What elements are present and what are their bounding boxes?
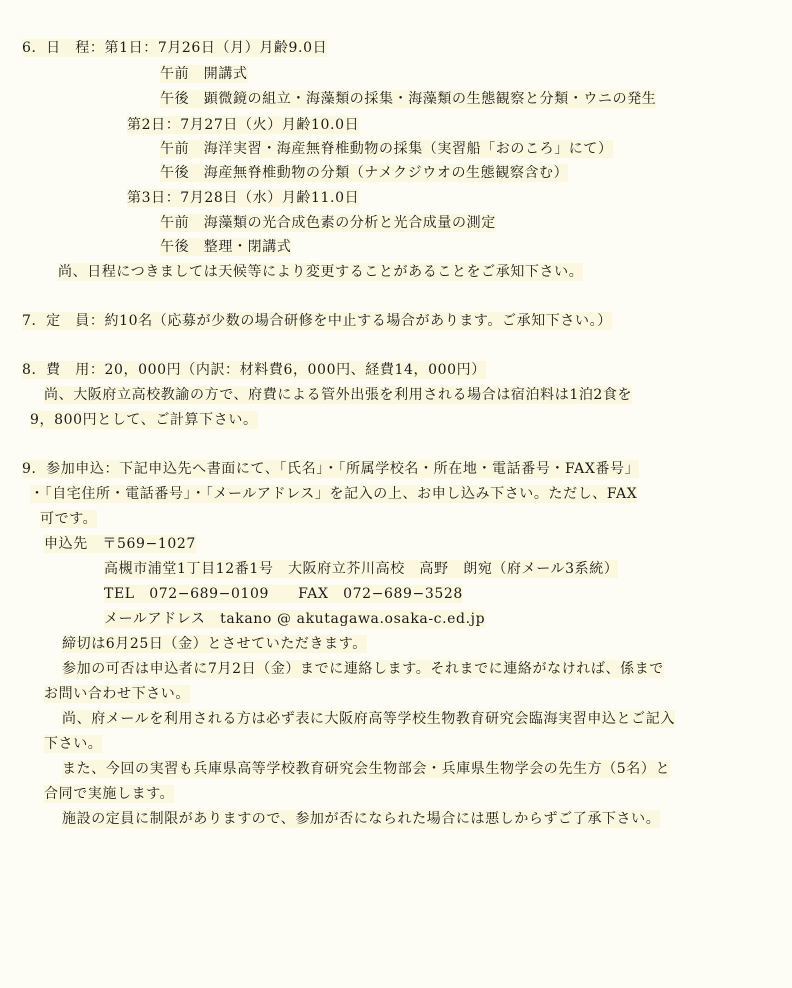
cost-line: 8．費 用：20，000円（内訳：材料費6，000円、経費14，000円） — [22, 362, 486, 378]
result-note-2: お問い合わせ下さい。 — [44, 686, 190, 702]
day2-morning: 午前 海洋実習・海産無脊椎動物の採集（実習船「おのころ」にて） — [160, 141, 613, 157]
cost-note-1: 尚、大阪府立高校教諭の方で、府費による管外出張を利用される場合は宿泊料は1泊2食を — [44, 387, 633, 403]
mail-note-1: 尚、府メールを利用される方は必ず表に大阪府高等学校生物教育研究会臨海実習申込とご記入 — [62, 711, 675, 727]
facility-capacity-note: 施設の定員に制限がありますので、参加が否になられた場合には悪しからずご了承下さい。 — [62, 811, 661, 827]
result-note-1: 参加の可否は申込者に7月2日（金）までに連絡します。それまでに連絡がなければ、係まで — [62, 661, 664, 677]
day1-afternoon: 午後 顕微鏡の組立・海藻類の採集・海藻類の生態観察と分類・ウニの発生 — [160, 91, 657, 107]
application-postal: 申込先 〒569−1027 — [44, 536, 196, 552]
day2-afternoon: 午後 海産無脊椎動物の分類（ナメクジウオの生態観察含む） — [160, 165, 569, 181]
day3-afternoon: 午後 整理・閉講式 — [160, 239, 292, 255]
day2-header: 第2日：7月27日（火）月齢10.0日 — [127, 117, 360, 133]
application-phone-fax: TEL 072−689−0109 FAX 072−689−3528 — [104, 586, 463, 602]
deadline: 締切は6月25日（金）とさせていただきます。 — [62, 636, 367, 652]
schedule-note: 尚、日程につきましては天候等により変更することがあることをご承知下さい。 — [58, 264, 584, 280]
joint-note-2: 合同で実施します。 — [44, 786, 175, 802]
application-line-2: ・「自宅住所・電話番号」・「メールアドレス」を記入の上、お申し込み下さい。ただし、FAX — [30, 486, 638, 502]
joint-note-1: また、今回の実習も兵庫県高等学校教育研究会生物部会・兵庫県生物学会の先生方（5名）と — [62, 761, 671, 777]
application-address: 高槻市浦堂1丁目12番1号 大阪府立芥川高校 高野 朗宛（府メール3系統） — [104, 561, 619, 577]
capacity-line: 7．定 員：約10名（応募が少数の場合研修を中止する場合があります。ご承知下さい。） — [22, 313, 612, 329]
cost-note-2: 9，800円として、ご計算下さい。 — [30, 412, 258, 428]
schedule-header: 6．日 程：第1日：7月26日（月）月齢9.0日 — [22, 40, 328, 56]
day3-header: 第3日：7月28日（水）月齢11.0日 — [127, 190, 360, 206]
application-email: メールアドレス takano @ akutagawa.osaka-c.ed.jp — [104, 611, 486, 627]
day3-morning: 午前 海藻類の光合成色素の分析と光合成量の測定 — [160, 215, 496, 231]
application-line-1: 9．参加申込：下記申込先へ書面にて、「氏名」・「所属学校名・所在地・電話番号・FAX番号」 — [22, 461, 640, 477]
application-line-3: 可です。 — [40, 511, 98, 527]
mail-note-2: 下さい。 — [44, 736, 103, 752]
day1-morning: 午前 開講式 — [160, 66, 248, 82]
